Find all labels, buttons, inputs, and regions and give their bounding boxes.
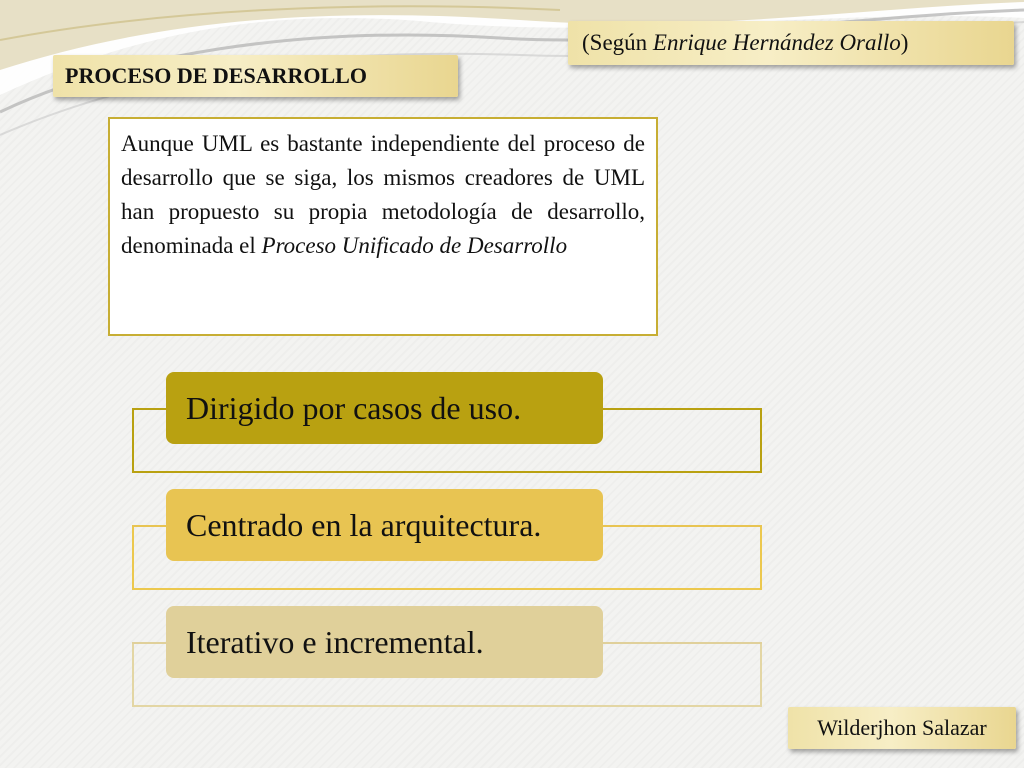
feature-item-1: Dirigido por casos de uso. (166, 372, 603, 444)
source-citation-tag (568, 21, 1014, 65)
feature-frame-line-right-2 (603, 525, 762, 527)
feature-frame-line-left-2 (132, 525, 168, 527)
feature-frame-line-right-1 (603, 408, 762, 410)
source-prefix: (Según (582, 30, 653, 55)
feature-frame-line-left-1 (132, 408, 168, 410)
feature-item-3: Iterativo e incremental. (166, 606, 603, 678)
intro-emphasis: Proceso Unificado de Desarrollo (261, 233, 568, 258)
feature-frame-line-left-3 (132, 642, 168, 644)
feature-frame-line-right-3 (603, 642, 762, 644)
feature-item-2: Centrado en la arquitectura. (166, 489, 603, 561)
source-author: Enrique Hernández Orallo (652, 30, 901, 55)
author-tag: Wilderjhon Salazar (788, 707, 1016, 749)
intro-text: Aunque UML es bastante independiente del proceso de desarrollo que se siga, los mismos creadores de UML han propuesto su propia metodología de desarrollo, denominada el (121, 131, 645, 258)
source-suffix: ) (900, 30, 909, 55)
page-title: PROCESO DE DESARROLLO (53, 55, 458, 97)
intro-text-box (108, 117, 658, 336)
